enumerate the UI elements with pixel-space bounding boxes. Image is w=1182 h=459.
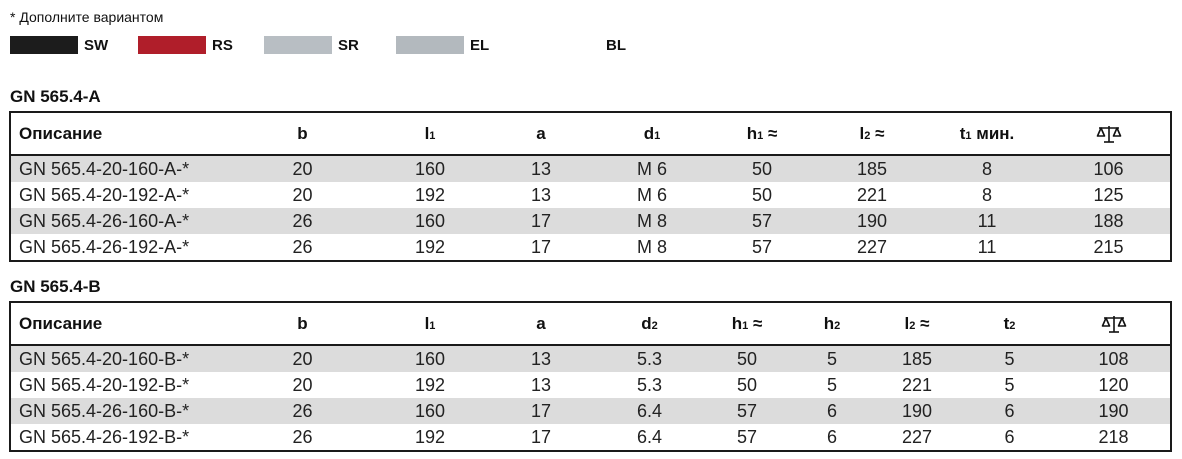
table-cell: 6 <box>1004 426 1015 447</box>
table-cell: 125 <box>1093 184 1124 205</box>
table-cell: 5 <box>826 374 837 395</box>
header-suffix: ≈ <box>870 123 885 143</box>
table-cell: 190 <box>817 208 927 234</box>
table-cell: 13 <box>530 184 552 205</box>
table-cell: M 8 <box>636 236 667 257</box>
column-header <box>230 302 375 345</box>
table-cell: 6 <box>962 398 1057 424</box>
cell-description: GN 565.4-26-160-B-* <box>10 398 230 424</box>
table-cell: 26 <box>230 398 375 424</box>
table-cell: 17 <box>485 208 597 234</box>
cell-description: GN 565.4-20-160-A-* <box>10 155 230 182</box>
table-cell: 20 <box>292 374 313 395</box>
table-cell: 218 <box>1098 426 1129 447</box>
column-header <box>962 302 1057 345</box>
table-cell: 5 <box>792 345 872 372</box>
column-header <box>707 112 817 155</box>
column-header <box>597 302 702 345</box>
table-row <box>10 155 1171 182</box>
table-cell: 20 <box>292 184 313 205</box>
cell-description: GN 565.4-26-160-A-* <box>10 208 230 234</box>
swatch-sr <box>264 36 332 54</box>
table-cell: 215 <box>1093 236 1124 257</box>
legend-code-sw: SW <box>84 37 109 54</box>
section-title-a: GN 565.4-A <box>10 87 101 106</box>
column-header <box>485 302 597 345</box>
table-cell: 20 <box>230 155 375 182</box>
cell-description: GN 565.4-26-192-B-* <box>19 426 190 447</box>
table-cell: 6.4 <box>597 398 702 424</box>
table-row <box>10 208 1171 234</box>
table-cell: 192 <box>414 184 446 205</box>
table-row <box>10 398 1171 424</box>
table-cell: 50 <box>736 374 758 395</box>
table-cell: 11 <box>977 236 997 257</box>
column-header <box>872 302 962 345</box>
header-symbol: t <box>959 123 966 143</box>
table-cell: 160 <box>375 345 485 372</box>
legend-code-bl: BL <box>606 37 626 54</box>
header-subscript: 1 <box>742 319 749 332</box>
table-cell: 185 <box>872 345 962 372</box>
column-header <box>375 112 485 155</box>
header-symbol: t <box>1003 313 1010 333</box>
table-cell: 57 <box>736 426 758 447</box>
table-cell: 26 <box>292 426 313 447</box>
table-cell: 13 <box>530 374 552 395</box>
header-subscript: 1 <box>965 129 972 142</box>
table-cell: 160 <box>375 208 485 234</box>
header-subscript: 2 <box>1009 319 1016 332</box>
legend-code-sr: SR <box>338 37 359 54</box>
table-cell: 8 <box>981 184 992 205</box>
header-subscript: 1 <box>757 129 764 142</box>
table-cell: 6 <box>792 398 872 424</box>
header-suffix: ≈ <box>748 313 763 333</box>
table-cell: 185 <box>817 155 927 182</box>
table-row <box>10 234 1171 261</box>
table-cell: 13 <box>485 345 597 372</box>
table-cell: 26 <box>230 208 375 234</box>
header-symbol: a <box>536 123 546 143</box>
header-symbol: h <box>746 123 758 143</box>
header-symbol: Описание <box>19 313 103 333</box>
table-cell: 221 <box>901 374 933 395</box>
header-symbol: l <box>859 123 865 143</box>
column-header <box>792 302 872 345</box>
header-subscript: 2 <box>864 129 871 142</box>
table-cell: 57 <box>707 208 817 234</box>
table-cell: 6.4 <box>636 426 663 447</box>
table-cell: 5.3 <box>597 345 702 372</box>
column-header-description <box>10 112 230 155</box>
table-cell: M 6 <box>597 155 707 182</box>
table-row <box>10 372 1171 398</box>
table-cell: 106 <box>1047 155 1171 182</box>
table-cell: 50 <box>751 184 773 205</box>
legend-code-el: EL <box>470 37 490 54</box>
cell-description: GN 565.4-20-160-B-* <box>10 345 230 372</box>
header-suffix: мин. <box>971 123 1015 143</box>
section-title-b: GN 565.4-B <box>10 277 101 296</box>
header-symbol: h <box>823 313 835 333</box>
column-header <box>702 302 792 345</box>
cell-description: GN 565.4-26-192-A-* <box>19 236 190 257</box>
table-cell: 5.3 <box>636 374 663 395</box>
header-symbol: a <box>536 313 546 333</box>
table-cell: 6 <box>826 426 837 447</box>
header-subscript: 2 <box>834 319 841 332</box>
spec-table-a <box>9 111 1172 262</box>
header-suffix: ≈ <box>915 313 930 333</box>
column-header <box>927 112 1047 155</box>
swatch-el <box>396 36 464 54</box>
color-legend <box>0 36 700 56</box>
table-row <box>10 182 1171 208</box>
table-cell: 17 <box>530 236 552 257</box>
table-cell: M 6 <box>636 184 667 205</box>
table-cell: 160 <box>375 155 485 182</box>
table-cell: 227 <box>856 236 888 257</box>
table-cell: 5 <box>962 345 1057 372</box>
spec-table-b <box>9 301 1172 452</box>
swatch-rs <box>138 36 206 54</box>
legend-code-rs: RS <box>212 37 233 54</box>
column-header <box>230 112 375 155</box>
table-cell: 8 <box>927 155 1047 182</box>
header-subscript: 1 <box>654 129 661 142</box>
column-header <box>597 112 707 155</box>
scale-icon <box>1096 123 1122 145</box>
footnote-text: * Дополните вариантом <box>10 9 164 25</box>
table-cell: 5 <box>1004 374 1015 395</box>
header-symbol: l <box>424 123 430 143</box>
table-cell: 190 <box>872 398 962 424</box>
table-row <box>10 424 1171 451</box>
table-cell: 188 <box>1047 208 1171 234</box>
column-header <box>485 112 597 155</box>
table-cell: 50 <box>707 155 817 182</box>
header-suffix: ≈ <box>763 123 778 143</box>
table-cell: 17 <box>530 426 552 447</box>
cell-description: GN 565.4-20-192-B-* <box>19 374 190 395</box>
header-symbol: b <box>297 313 308 333</box>
header-symbol: d <box>643 123 655 143</box>
table-cell: 192 <box>414 374 446 395</box>
header-symbol: l <box>904 313 910 333</box>
table-cell: 227 <box>901 426 933 447</box>
table-row <box>10 345 1171 372</box>
scale-icon <box>1101 313 1127 335</box>
table-cell: 57 <box>702 398 792 424</box>
column-header-weight <box>1057 302 1171 345</box>
table-cell: 192 <box>414 236 446 257</box>
table-cell: 20 <box>230 345 375 372</box>
table-header-row <box>10 302 1171 345</box>
table-cell: M 8 <box>597 208 707 234</box>
table-cell: 26 <box>292 236 313 257</box>
table-cell: 192 <box>414 426 446 447</box>
table-cell: 13 <box>485 155 597 182</box>
table-cell: 57 <box>751 236 773 257</box>
header-subscript: 2 <box>909 319 916 332</box>
column-header-description <box>10 302 230 345</box>
header-symbol: l <box>424 313 430 333</box>
table-cell: 11 <box>927 208 1047 234</box>
header-symbol: Описание <box>19 123 103 143</box>
table-cell: 17 <box>485 398 597 424</box>
header-symbol: h <box>731 313 743 333</box>
column-header-weight <box>1047 112 1171 155</box>
table-cell: 120 <box>1098 374 1129 395</box>
header-symbol: b <box>297 123 308 143</box>
header-subscript: 1 <box>429 129 436 142</box>
table-cell: 160 <box>375 398 485 424</box>
header-symbol: d <box>641 313 652 333</box>
table-cell: 190 <box>1057 398 1171 424</box>
header-subscript: 2 <box>651 319 658 332</box>
table-cell: 50 <box>702 345 792 372</box>
header-subscript: 1 <box>429 319 436 332</box>
column-header <box>375 302 485 345</box>
swatch-sw <box>10 36 78 54</box>
cell-description: GN 565.4-20-192-A-* <box>19 184 190 205</box>
table-cell: 108 <box>1057 345 1171 372</box>
column-header <box>817 112 927 155</box>
table-cell: 221 <box>856 184 888 205</box>
table-header-row <box>10 112 1171 155</box>
